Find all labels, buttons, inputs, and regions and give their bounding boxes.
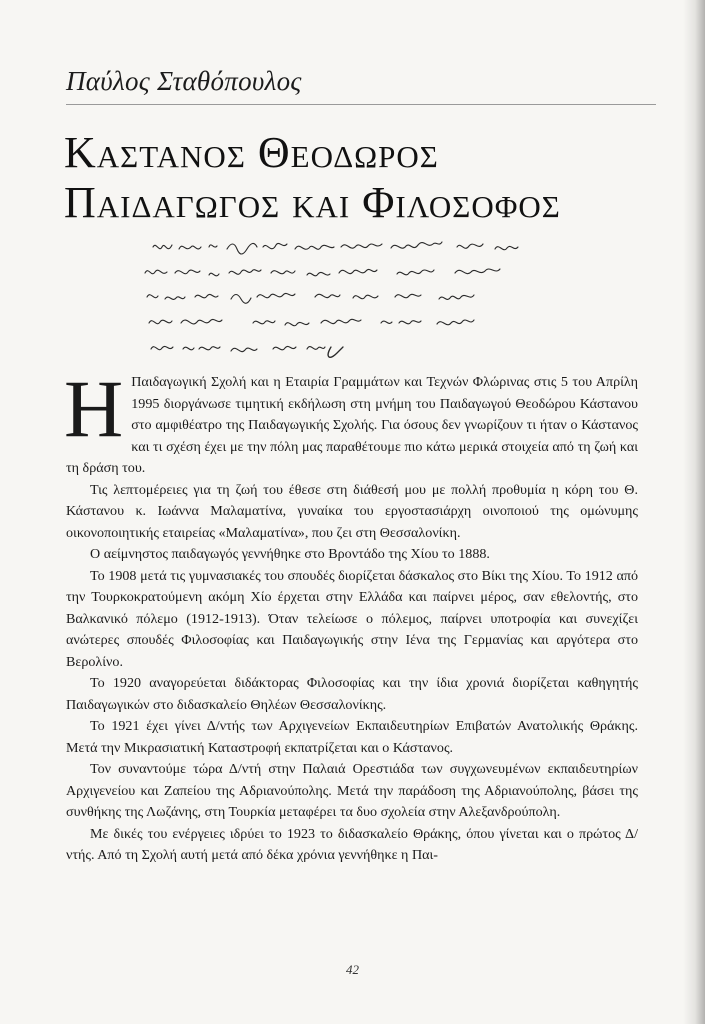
paragraph-3: Ο αείμνηστος παιδαγωγός γεννήθηκε στο Βροντάδο της Χίου το 1888.: [90, 546, 490, 562]
article-body: [64, 363, 638, 867]
paragraph-6: Το 1921 έχει γίνει Δ/ντής των Αρχιγενείων Εκπαιδευτηρίων Επιβατών Ανατολικής Θράκης. Μετά την Μικρασιατική Καταστροφή εκπατρίζεται και ο Κάστανος.: [66, 718, 638, 756]
paragraph-1-text: Παιδαγωγική Σχολή και η Εταιρία Γραμμάτων και Τεχνών Φλώρινας στις 5 του Απρίλη 1995 διοργάνωσε τιμητική εκδήλωση στη μνήμη του Παιδαγωγού Θεοδώρου Κάστανου στο αμφιθέατρο της Παιδαγωγικής Σχολής. Για όσους δεν γνωρίζουν τι ήταν ο Κάστανος και τι σχέση έχει με την πόλη μας παραθέτουμε πιο κάτω μερικά στοιχεία από τη ζωή και τη δράση του.: [66, 374, 638, 476]
article-title: [64, 128, 561, 228]
paragraph-5: Το 1920 αναγορεύεται διδάκτορας Φιλοσοφίας και την ίδια χρονιά διορίζεται καθηγητής Παιδαγωγικών στο διδασκαλείο Θηλέων Θεσσαλονίκης.: [66, 675, 638, 713]
title-line-1: Καστανος Θεοδωρος: [64, 128, 439, 177]
title-line-2: Παιδαγωγος και Φιλοσοφος: [64, 178, 561, 227]
handwritten-quote-signature: [135, 235, 555, 365]
paragraph-1: [64, 363, 638, 480]
page-edge-shadow: [683, 0, 705, 1024]
paragraph-8: Με δικές του ενέργειες ιδρύει το 1923 το διδασκαλείο Θράκης, όπου γίνεται και ο πρώτος Δ/ντής. Από τη Σχολή αυτή μετά από δέκα χρόνια γεννήθηκε η Παι-: [66, 825, 638, 863]
drop-cap: Η: [64, 363, 124, 454]
paragraph-2: Τις λεπτομέρειες για τη ζωή του έθεσε στη διάθεσή μου με πολλή προθυμία η κόρη του Θ. Κάστανου κ. Ιωάννα Μαλαματίνα, γυναίκα του εργοστασιάρχη οινοποιού της ομώνυμης οικονοποιητικής εταιρείας «Μαλαματίνα», που ζει στη Θεσσαλονίκη.: [66, 481, 638, 541]
paragraph-4: Το 1908 μετά τις γυμνασιακές του σπουδές διορίζεται δάσκαλος στο Βίκι της Χίου. Το 1912 από την Τουρκοκρατούμενη ακόμη Χίο έρχεται στην Ελλάδα και παίρνει μέρος, σαν εθελοντής, στο Βαλκανικό πόλεμο (1912-1913). Όταν τελείωσε ο πόλεμος, παίρνει υποτροφία και συνεχίζει ανώτερες σπουδές Φιλοσοφίας και Παιδαγωγικής στην Ιένα της Γερμανίας και αργότερα στο Βερολίνο.: [66, 567, 638, 670]
paragraph-7: Τον συναντούμε τώρα Δ/ντή στην Παλαιά Ορεστιάδα των συγχωνευμένων εκπαιδευτηρίων Αρχιγενείου και Ζαπείου της Αδριανούπολης. Μετά την παράδοση της Αδριανούπολης, βάσει της συνθήκης της Λωζάνης, στη Τουρκία μεταφέρει τα δυο σχολεία στην Αλεξανδρούπολη.: [66, 761, 638, 820]
header-rule: [66, 104, 656, 105]
running-header-author: Παύλος Σταθόπουλος: [66, 66, 302, 96]
page-number: 42: [346, 962, 359, 977]
